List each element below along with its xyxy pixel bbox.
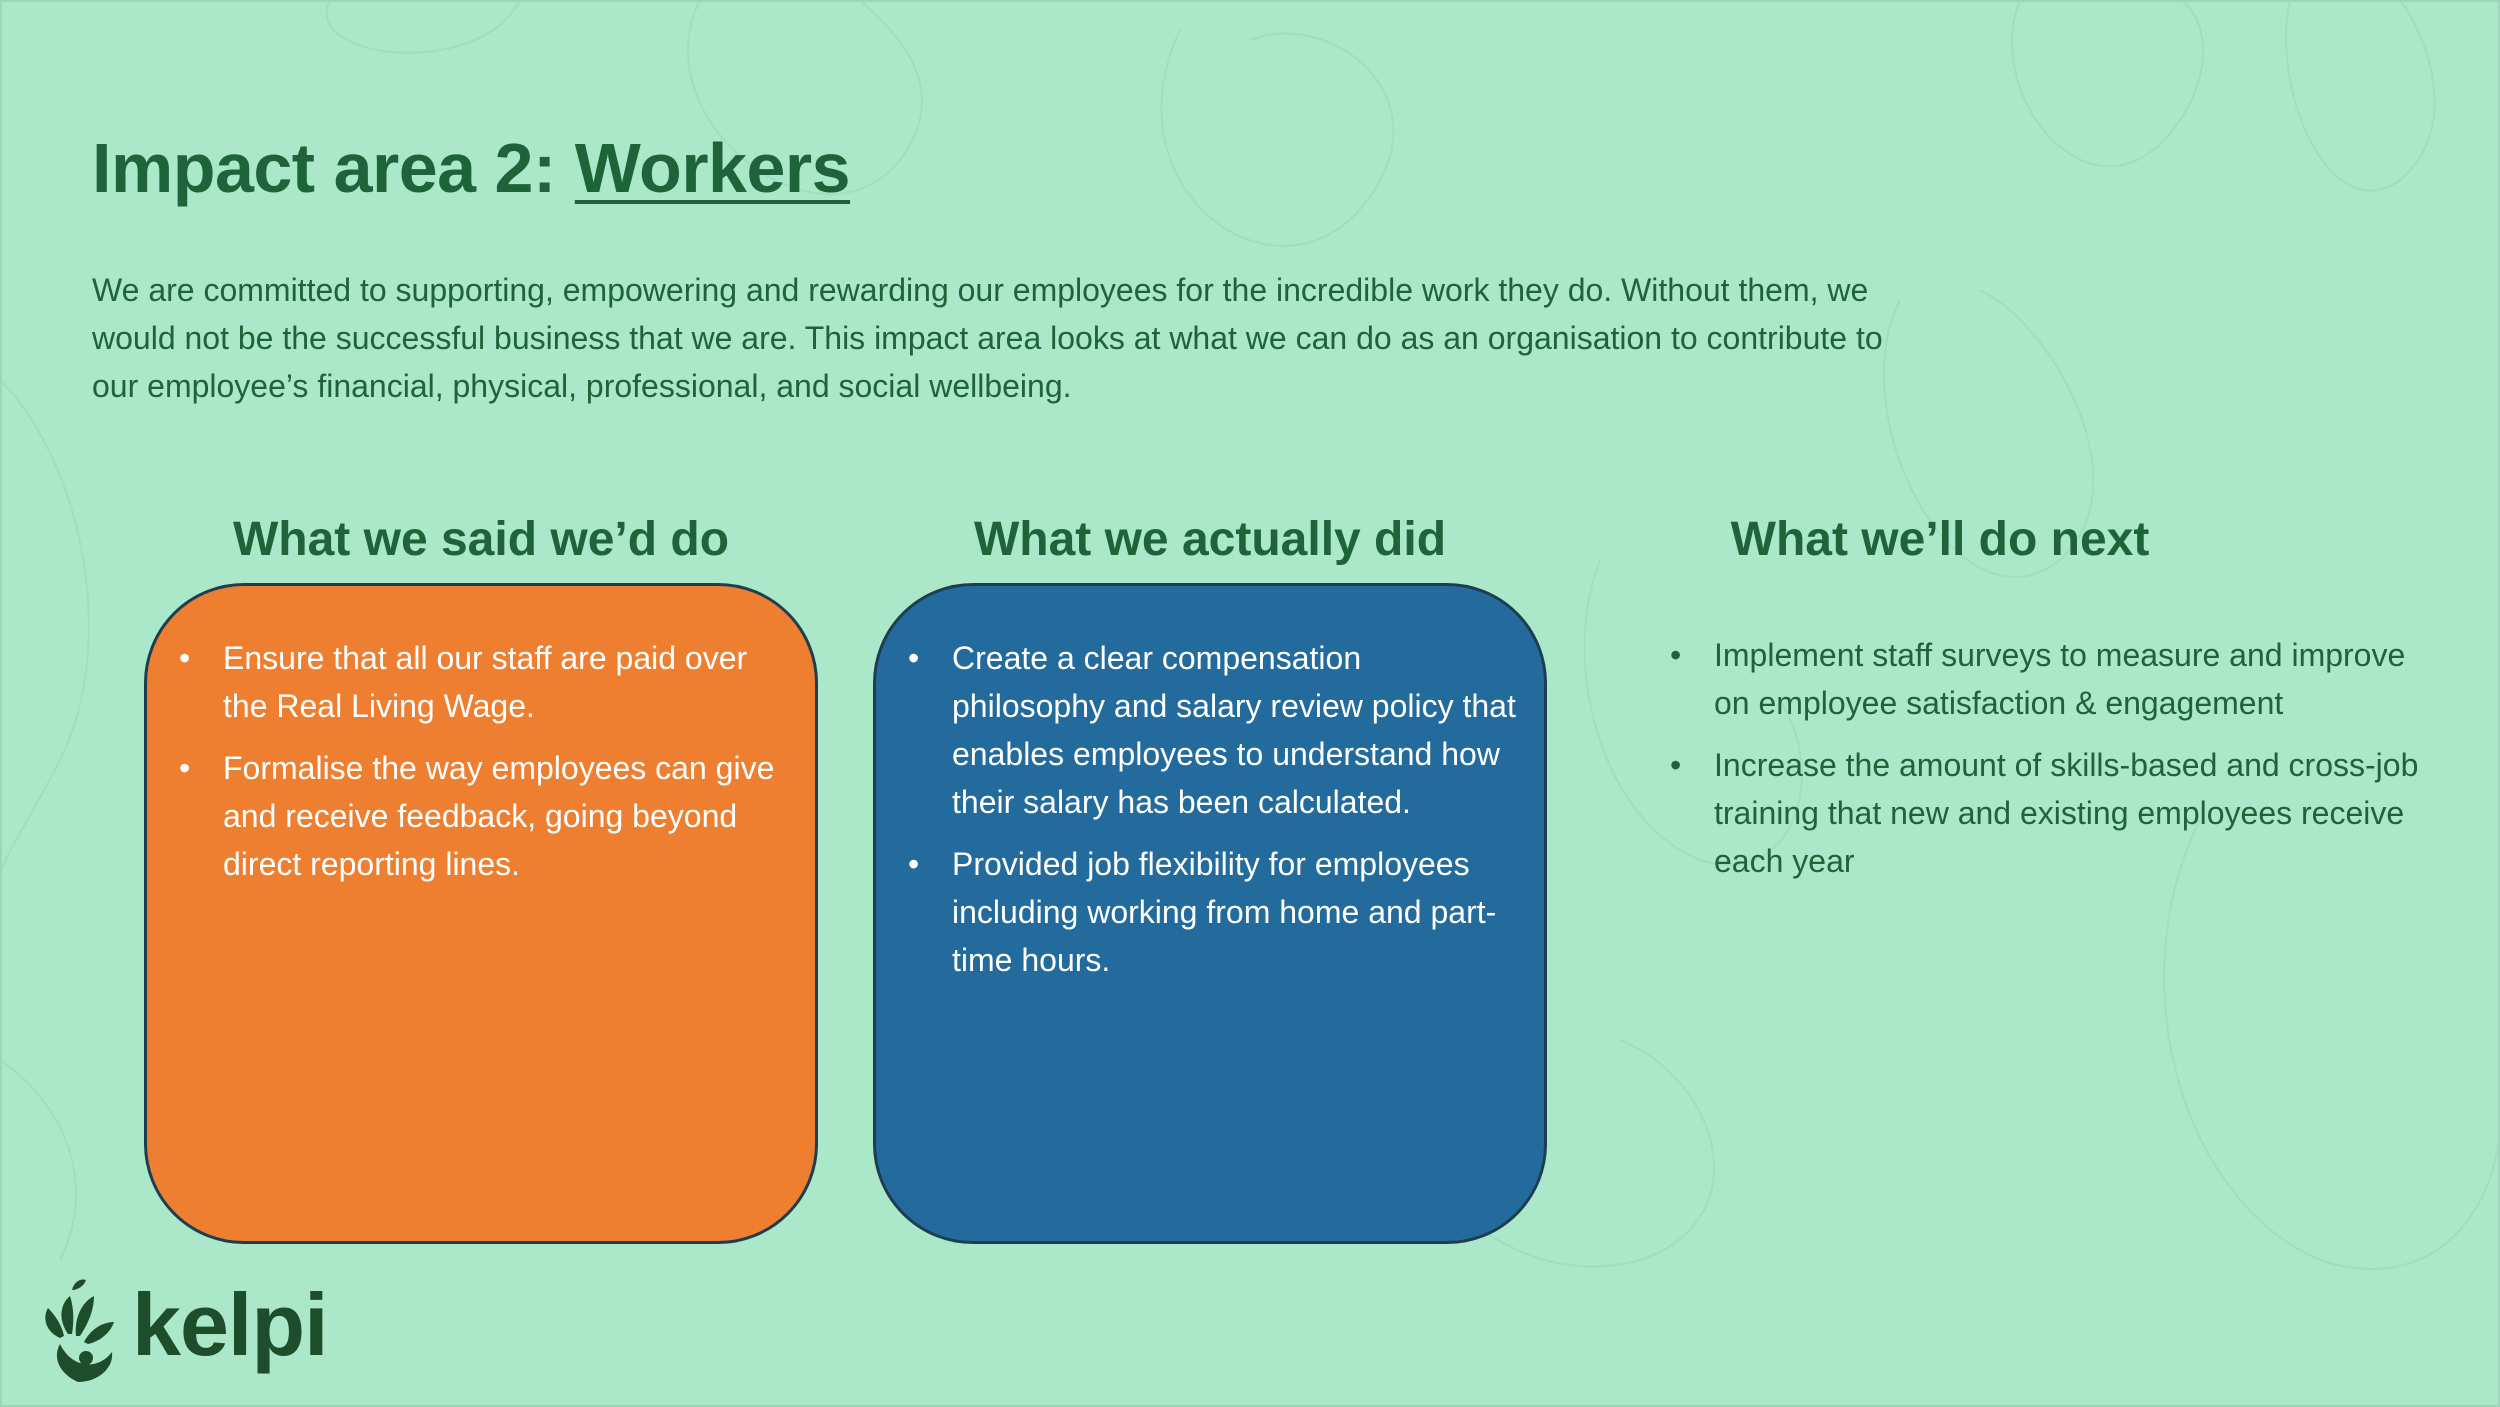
page-title [92,128,850,208]
list-item: • Provided job flexibility for employees including working from home and part-time hours. [872,840,1522,984]
title-link-workers[interactable]: Workers [574,129,851,207]
column-heading-said: What we said we’d do [232,513,730,566]
logo-wordmark: kelpi [132,1275,328,1374]
did-list [872,634,1522,998]
did-card [873,583,1547,1244]
said-card [144,583,818,1244]
title-prefix: Impact area 2: [92,129,575,207]
list-item: • Create a clear compensation philosophy and salary review policy that enables employees to understand how their salary has been calculated. [872,634,1522,826]
list-item: • Increase the amount of skills-based and cross-job training that new and existing employees receive each year [1634,741,2434,885]
intro-paragraph: We are committed to supporting, empowering and rewarding our employees for the incredible work they do. Without them, we would not be the successful business that we are. This impact area looks at what we can do as an organisation to contribute to our employee’s financial, physical, professional, and social wellbeing. [92,272,1883,404]
said-list [143,634,793,902]
column-heading-did: What we actually did [973,513,1447,566]
list-item: • Ensure that all our staff are paid over the Real Living Wage. [143,634,793,730]
next-list [1634,631,2434,899]
list-item: • Formalise the way employees can give and receive feedback, going beyond direct reporting lines. [143,744,793,888]
kelp-leaf-icon [38,1278,118,1382]
column-heading-next: What we’ll do next [1730,513,2150,566]
list-item: • Implement staff surveys to measure and improve on employee satisfaction & engagement [1634,631,2434,727]
